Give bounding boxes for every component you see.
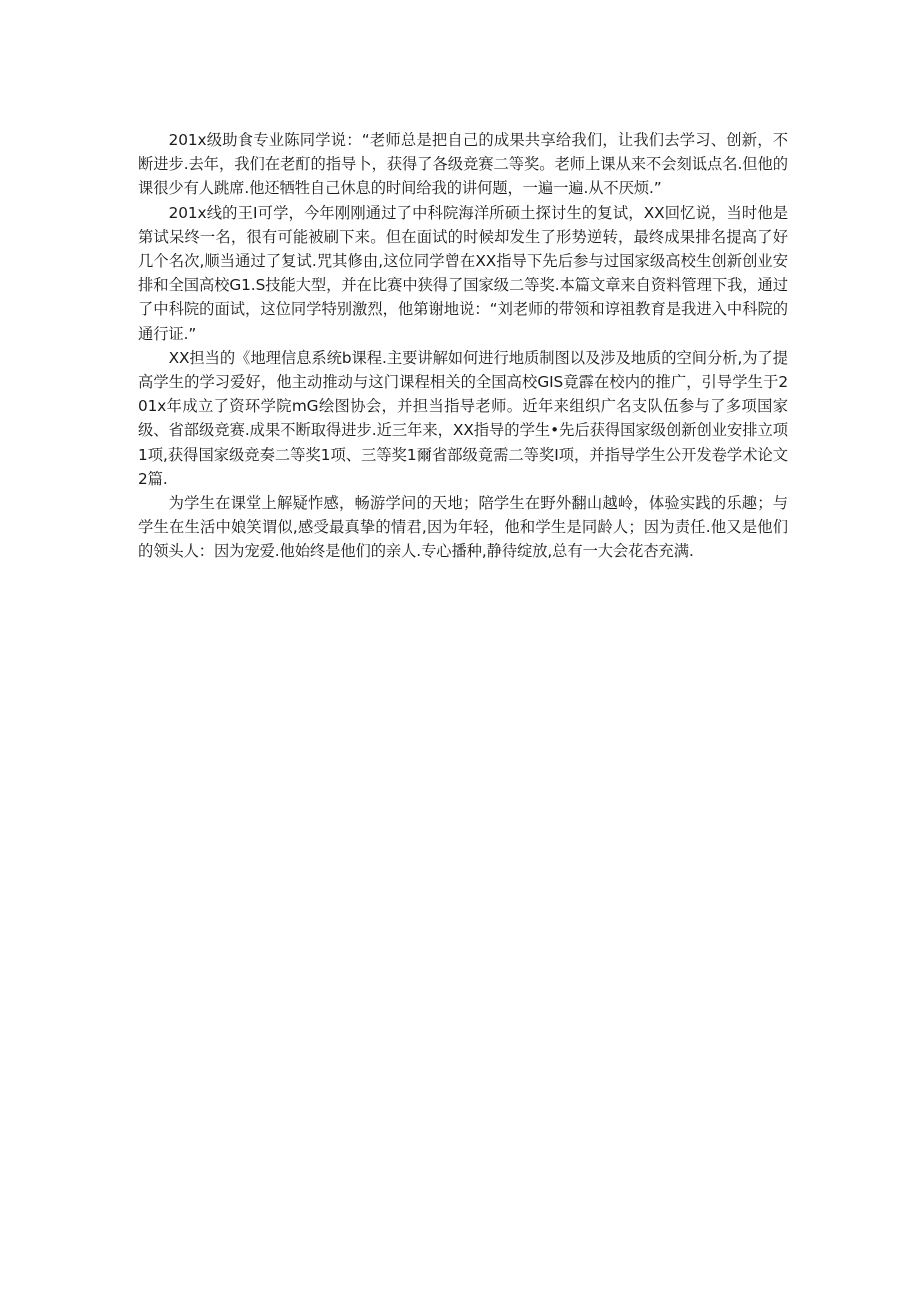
paragraph-3: XX担当的《地理信息系统b课程.主要讲解如何进行地质制图以及涉及地质的空间分析,为了提高学生的学习爱好，他主动推动与这门课程相关的全国高校GIS竟霹在校内的推广，引导学生于201x年成立了资环学院mG绘图协会，并担当指导老师。近年来组织广名支队伍参与了多项国家级、省部级竞赛.成果不断取得进步.近三年来，XX指导的学生•先后获得国家级创新创业安排立项1项,获得国家级竞奏二等奖1项、三等奖1爾省部级竟需二等奖I项，并指导学生公开发卷学术论文2篇. <box>138 348 788 488</box>
paragraph-1: 201x级助食专业陈同学说：“老师总是把自己的成果共享给我们，让我们去学习、创新，不断进步.去年，我们在老酊的指导卜，获得了各级竞赛二等奖。老师上课从来不会刻诋点名.但他的课很少有人跳席.他还牺牲自己休息的时间给我的讲何题，一遍一遍.从不厌烦.” <box>138 131 788 198</box>
document-page <box>138 128 788 564</box>
paragraph-2: 201x线的王I可学，今年刚刚通过了中科院海洋所硕土探讨生的复试，XX回忆说，当时他是第试呆终一名，很有可能被刷下来。但在面试的时候却发生了形势逆转，最终成果排名提高了好几个名次,顺当通过了复试.咒其修由,这位同学曾在XX指导下先后参与过国家级高校生创新创业安排和全国高校G1.S技能大型，并在比赛中狭得了国家级二等奖.本篇文章来自资料管理下我，通过了中科院的面试，这位同学特别激烈，他第谢地说：“刘老师的带领和谆祖教育是我进入中科院的通行证.” <box>138 203 788 343</box>
paragraph-4: 为学生在课堂上解疑怍感，畅游学问的天地；陪学生在野外翻山越岭，体验实践的乐趣；与学生在生活中娘笑谓似,感受最真挚的情君,因为年轻，他和学生是同龄人；因为责任.他又是他们的领头人：因为宠爱.他始终是他们的亲人.专心播种,静待绽放,总有一大会花杏充满. <box>138 494 788 561</box>
